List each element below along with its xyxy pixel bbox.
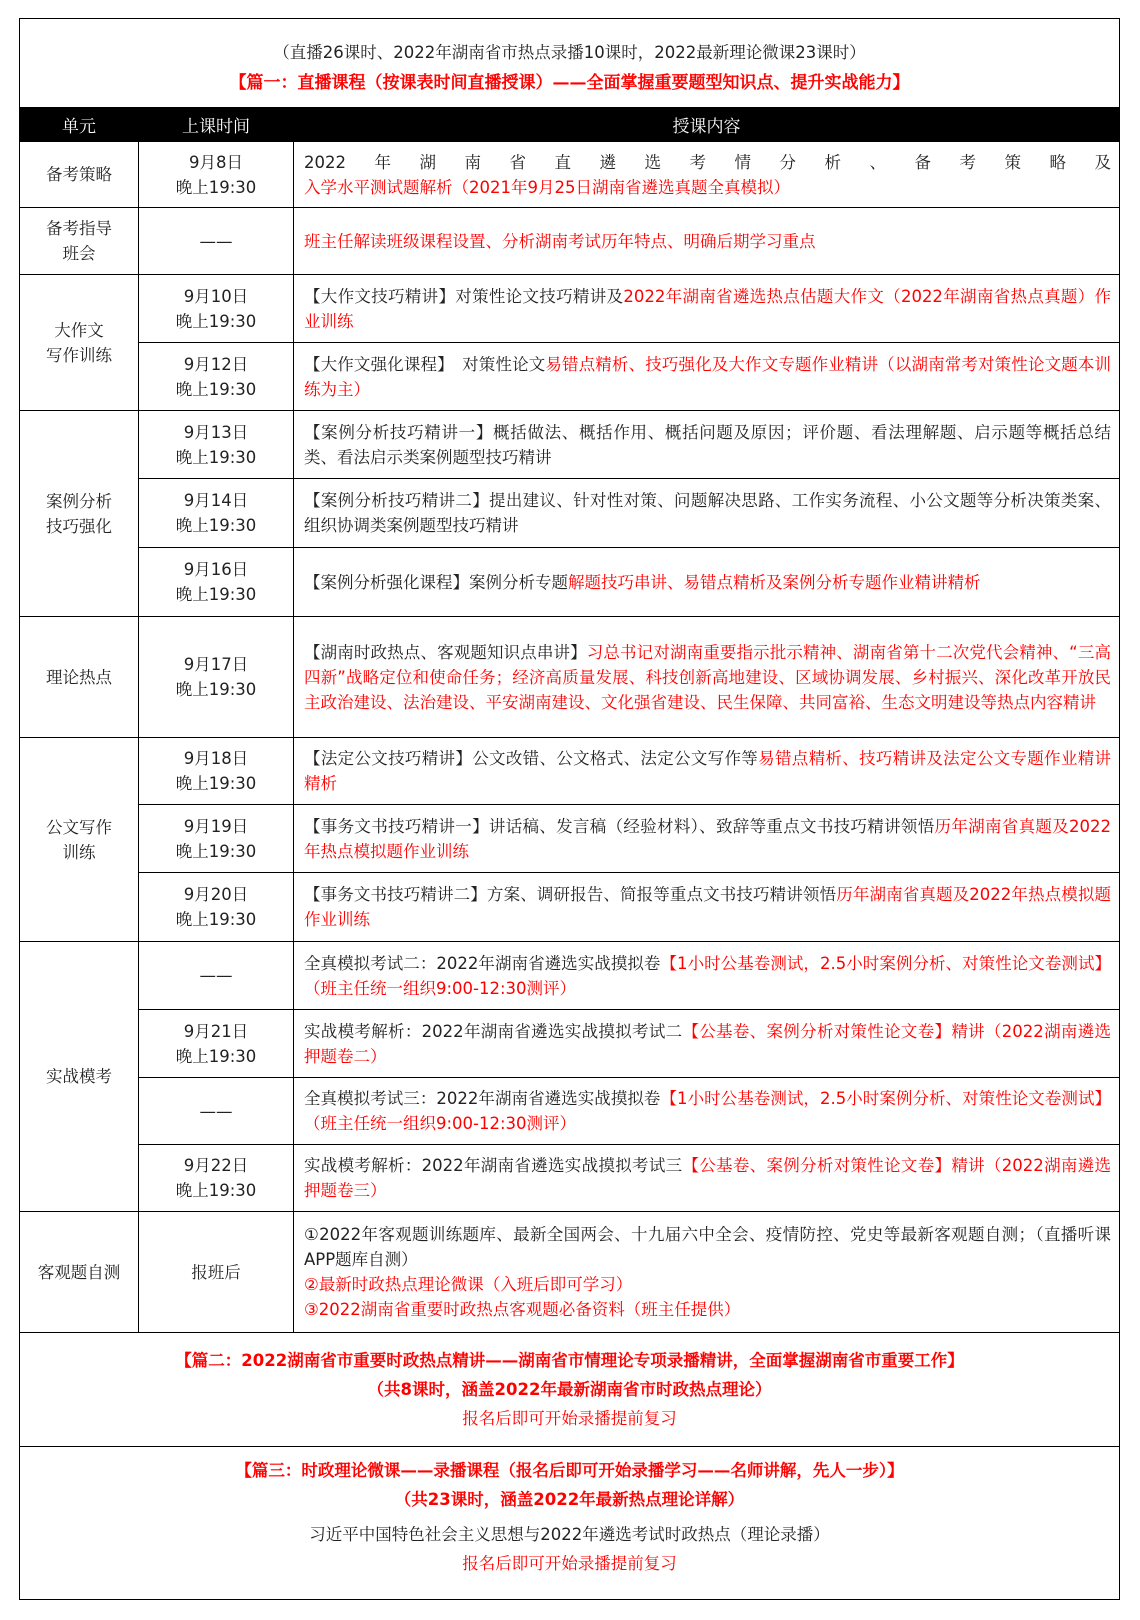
class-time: 晚上19:30 <box>175 379 257 399</box>
part2-title: 【篇二：2022湖南省市重要时政热点精讲——湖南省市情理论专项录播精讲，全面掌握湖南省市重要工作】 <box>175 1351 964 1370</box>
header-content: 授课内容 <box>294 107 1120 142</box>
content-text: 【事务文书技巧精讲一】讲话稿、发言稿（经验材料）、致辞等重点文书技巧精讲领悟 <box>304 816 935 836</box>
content-highlight: 入学水平测试题解析（2021年9月25日湖南省遴选真题全真模拟） <box>304 177 790 197</box>
content-highlight: 习总书记对湖南重要指示批示精神、湖南省第十二次党代会精神、“三高四新”战略定位和使命任务；经济高质量发展、科技创新高地建设、区域协调发展、乡村振兴、深化改革开放民主政治建设、法治建设、平安湖南建设、文化强省建设、民生保障、共同富裕、生态文明建设等热点内容精讲 <box>304 642 1111 712</box>
content-text: 【事务文书技巧精讲二】方案、调研报告、简报等重点文书技巧精讲领悟 <box>304 885 837 904</box>
time-cell <box>139 208 294 275</box>
content-cell <box>294 1010 1120 1078</box>
content-cell <box>294 479 1120 548</box>
self-test-item: ③2022湖南省重要时政热点客观题必备资料（班主任提供） <box>304 1300 741 1319</box>
part3-subtitle: （共23课时，涵盖2022年最新热点理论详解） <box>394 1490 745 1509</box>
part3-note: 报名后即可开始录播提前复习 <box>462 1554 677 1573</box>
part1-title: 【篇一：直播课程（按课表时间直播授课）——全面掌握重要题型知识点、提升实战能力】 <box>229 73 910 93</box>
class-date: 9月10日 <box>183 286 249 306</box>
table-row <box>20 1078 1120 1145</box>
header-unit: 单元 <box>20 107 139 142</box>
table-row <box>20 942 1120 1010</box>
class-date: 9月18日 <box>183 749 249 768</box>
time-cell <box>139 942 294 1010</box>
schedule-document <box>19 18 1120 1600</box>
class-date: 9月22日 <box>183 1156 249 1175</box>
class-time: 晚上19:30 <box>175 516 257 535</box>
content-text: 【大作文强化课程】 对策性论文 <box>304 354 546 374</box>
class-date: 9月13日 <box>183 422 249 442</box>
unit-label: 客观题自测 <box>37 1262 121 1282</box>
unit-cell <box>20 1212 139 1333</box>
table-row <box>20 275 1120 343</box>
class-time: 晚上19:30 <box>175 311 257 331</box>
content-highlight: 历年湖南省真题及2022年热点模拟题作业训练 <box>304 816 1112 861</box>
time-cell <box>139 275 294 343</box>
part3-section <box>20 1446 1119 1599</box>
class-time: 晚上19:30 <box>175 1046 257 1066</box>
content-text: 实战模考解析：2022年湖南省遴选实战摸拟考试二 <box>304 1021 683 1041</box>
table-row <box>20 479 1120 548</box>
class-time: 晚上19:30 <box>175 177 257 197</box>
unit-cell <box>20 738 139 942</box>
content-cell <box>294 942 1120 1010</box>
unit-cell <box>20 942 139 1212</box>
table-row <box>20 1010 1120 1078</box>
unit-cell <box>20 142 139 208</box>
content-cell <box>294 738 1120 805</box>
content-text: 【湖南时政热点、客观题知识点串讲】 <box>304 642 587 662</box>
content-text: 【案例分析技巧精讲一】概括做法、概括作用、概括问题及原因；评价题、看法理解题、启示题等概括总结类、看法启示类案例题型技巧精讲 <box>304 422 1111 467</box>
class-date: —— <box>199 1101 233 1121</box>
time-cell <box>139 617 294 738</box>
content-text: 【大作文技巧精讲】对策性论文技巧精讲及 <box>304 286 624 306</box>
content-highlight: 易错点精析、技巧强化及大作文专题作业精讲（以湖南常考对策性论文题本训练为主） <box>304 354 1111 399</box>
unit-cell <box>20 208 139 275</box>
content-text: 【案例分析技巧精讲二】提出建议、针对性对策、问题解决思路、工作实务流程、小公文题等分析决策类案、组织协调类案例题型技巧精讲 <box>304 491 1111 535</box>
self-test-item: ②最新时政热点理论微课（入班后即可学习） <box>304 1275 633 1294</box>
content-highlight: 班主任解读班级课程设置、分析湖南考试历年特点、明确后期学习重点 <box>304 231 816 251</box>
table-row <box>20 805 1120 873</box>
class-date: 9月19日 <box>183 816 249 836</box>
content-highlight: 解题技巧串讲、易错点精析及案例分析专题作业精讲精析 <box>568 572 981 592</box>
unit-cell <box>20 275 139 411</box>
time-cell <box>139 738 294 805</box>
part3-title: 【篇三：时政理论微课——录播课程（报名后即可开始录播学习——名师讲解，先人一步）】 <box>235 1461 904 1480</box>
class-time: 报班后 <box>191 1262 241 1282</box>
class-date: 9月17日 <box>183 655 249 674</box>
content-highlight: 【公基卷、案例分析对策性论文卷】精讲（2022湖南遴选押题卷三） <box>304 1156 1111 1200</box>
content-text: 全真模拟考试三：2022年湖南省遴选实战摸拟卷 <box>304 1089 661 1108</box>
class-time: 晚上19:30 <box>175 447 257 467</box>
content-highlight: 历年湖南省真题及2022年热点模拟题作业训练 <box>304 885 1112 929</box>
content-cell <box>294 1212 1120 1333</box>
time-cell <box>139 548 294 617</box>
class-date: 9月8日 <box>189 152 243 172</box>
class-date: 9月12日 <box>183 354 249 374</box>
content-text: 实战模考解析：2022年湖南省遴选实战摸拟考试三 <box>304 1156 683 1175</box>
table-row <box>20 617 1120 738</box>
table-row <box>20 738 1120 805</box>
class-time: 晚上19:30 <box>175 585 257 604</box>
intro-block <box>20 19 1119 108</box>
time-cell <box>139 873 294 942</box>
table-row <box>20 208 1120 275</box>
unit-cell <box>20 617 139 738</box>
content-cell <box>294 142 1120 208</box>
class-time: 晚上19:30 <box>175 841 257 861</box>
part2-subtitle: （共8课时，涵盖2022年最新湖南省市时政热点理论） <box>367 1380 772 1399</box>
table-header-row <box>20 107 1120 142</box>
unit-label: 大作文 写作训练 <box>46 320 112 365</box>
unit-label: 公文写作 训练 <box>46 817 112 862</box>
time-cell <box>139 1212 294 1333</box>
part2-section <box>20 1332 1119 1446</box>
time-cell <box>139 142 294 208</box>
content-cell <box>294 805 1120 873</box>
table-row <box>20 1212 1120 1333</box>
content-text: 全真模拟考试二：2022年湖南省遴选实战摸拟卷 <box>304 953 661 973</box>
class-time: 晚上19:30 <box>175 680 257 699</box>
part3-topic: 习近平中国特色社会主义思想与2022年遴选考试时政热点（理论录播） <box>309 1525 830 1544</box>
time-cell <box>139 805 294 873</box>
content-cell <box>294 411 1120 479</box>
unit-cell <box>20 411 139 617</box>
part2-note: 报名后即可开始录播提前复习 <box>462 1409 677 1428</box>
content-text: 【法定公文技巧精讲】公文改错、公文格式、法定公文写作等 <box>304 749 759 768</box>
unit-label: 案例分析 技巧强化 <box>46 491 112 536</box>
content-highlight: 【公基卷、案例分析对策性论文卷】精讲（2022湖南遴选押题卷二） <box>304 1021 1111 1066</box>
time-cell <box>139 343 294 411</box>
unit-label: 理论热点 <box>46 667 112 687</box>
class-date: —— <box>199 231 233 251</box>
table-row <box>20 873 1120 942</box>
unit-label: 备考策略 <box>46 165 112 184</box>
schedule-table <box>19 107 1120 1333</box>
table-row <box>20 142 1120 208</box>
self-test-item: ①2022年客观题训练题库、最新全国两会、十九届六中全会、疫情防控、党史等最新客观题自测；（直播听课APP题库自测） <box>304 1225 1111 1269</box>
content-cell <box>294 208 1120 275</box>
class-date: 9月21日 <box>183 1021 249 1041</box>
content-cell <box>294 1078 1120 1145</box>
content-highlight: 2022年湖南省遴选热点估题大作文（2022年湖南省热点真题）作业训练 <box>304 286 1112 331</box>
header-time: 上课时间 <box>139 107 294 142</box>
unit-label: 备考指导 班会 <box>46 219 112 263</box>
content-cell <box>294 275 1120 343</box>
course-summary: （直播26课时、2022年湖南省市热点录播10课时，2022最新理论微课23课时） <box>273 43 866 62</box>
time-cell <box>139 479 294 548</box>
table-row <box>20 548 1120 617</box>
content-highlight: 易错点精析、技巧精讲及法定公文专题作业精讲精析 <box>304 749 1112 793</box>
time-cell <box>139 411 294 479</box>
table-row <box>20 411 1120 479</box>
content-highlight: 【1小时公基卷测试，2.5小时案例分析、对策性论文卷测试】（班主任统一组织9:00-12:30测评） <box>304 953 1111 998</box>
content-cell <box>294 343 1120 411</box>
time-cell <box>139 1145 294 1212</box>
class-time: 晚上19:30 <box>175 910 257 929</box>
content-text: 【案例分析强化课程】案例分析专题 <box>304 572 568 592</box>
class-date: 9月20日 <box>183 885 249 904</box>
content-text: 2022年湖南省直遴选考情分析、备考策略及 <box>304 152 1111 172</box>
content-cell <box>294 548 1120 617</box>
class-date: —— <box>199 966 233 985</box>
class-time: 晚上19:30 <box>175 1181 257 1200</box>
content-cell <box>294 873 1120 942</box>
table-row <box>20 1145 1120 1212</box>
content-cell <box>294 617 1120 738</box>
class-date: 9月14日 <box>183 491 249 510</box>
time-cell <box>139 1078 294 1145</box>
table-row <box>20 343 1120 411</box>
content-cell <box>294 1145 1120 1212</box>
content-highlight: 【1小时公基卷测试，2.5小时案例分析、对策性论文卷测试】（班主任统一组织9:00-12:30测评） <box>304 1089 1111 1133</box>
time-cell <box>139 1010 294 1078</box>
class-time: 晚上19:30 <box>175 774 257 793</box>
class-date: 9月16日 <box>183 560 249 579</box>
unit-label: 实战模考 <box>46 1067 112 1086</box>
